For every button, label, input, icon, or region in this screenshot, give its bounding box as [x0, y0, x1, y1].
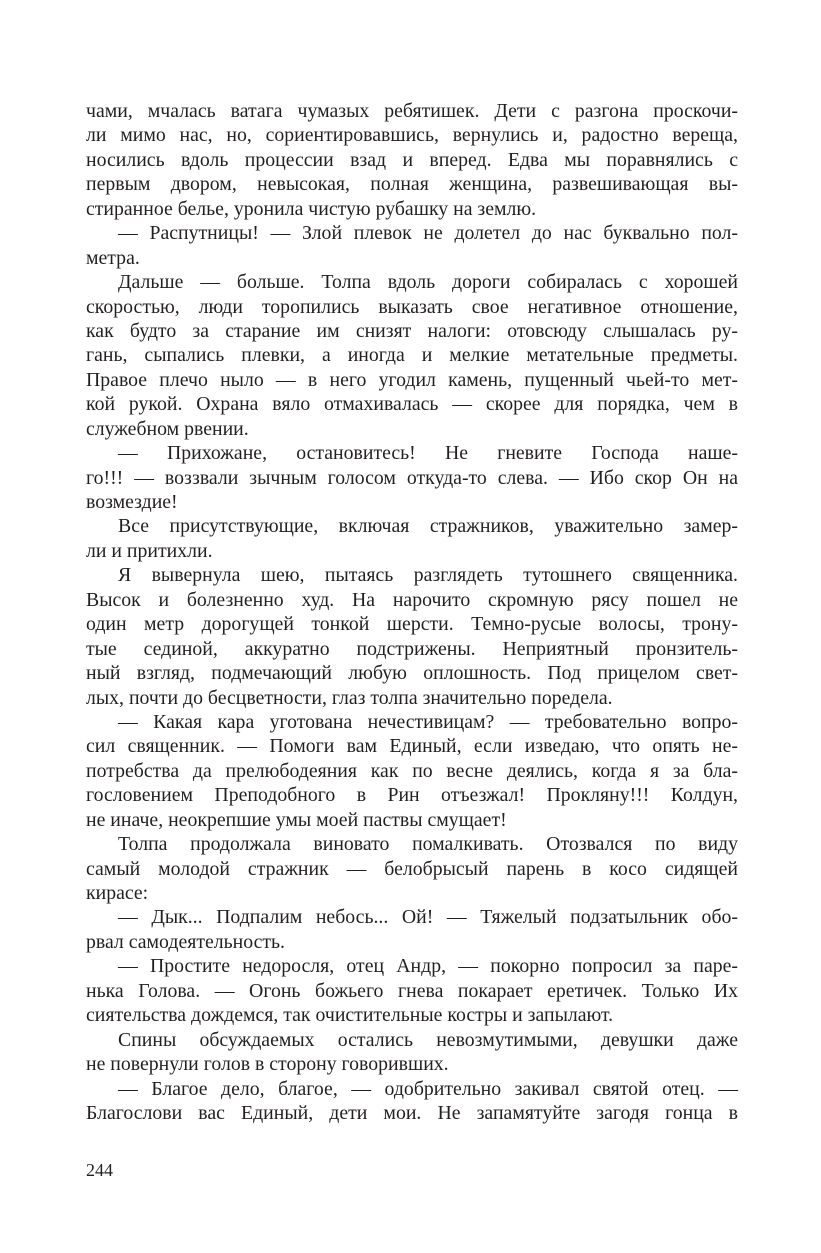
- text-line: Все присутствующие, включая стражников, уважительно замер-: [118, 515, 738, 538]
- page-number: 244: [86, 1160, 113, 1180]
- paragraph: [86, 563, 738, 710]
- text-line: нька Голова. — Огонь божьего гнева покарает еретичек. Только Их: [86, 979, 738, 1002]
- text-line: сиятельства дождемся, так очистительные костры и запылают.: [86, 1004, 614, 1027]
- text-line: ли и притихли.: [86, 539, 213, 562]
- text-line: ный взгляд, подмечающий любую оплошность. Под прицелом свет-: [86, 662, 738, 685]
- paragraph: [86, 1077, 738, 1126]
- text-line: го!!! — воззвали зычным голосом откуда-то слева. — Ибо скор Он на: [86, 466, 738, 489]
- paragraph: [86, 270, 738, 441]
- text-line: не иначе, неокрепшие умы моей паствы смущает!: [86, 808, 507, 831]
- text-line: как будто за старание им снизят налоги: отовсюду слышалась ру-: [86, 319, 738, 342]
- text-line: — Простите недоросля, отец Андр, — покорно попросил за паре-: [118, 955, 738, 978]
- text-line: чами, мчалась ватага чумазых ребятишек. Дети с разгона проскочи-: [86, 100, 738, 122]
- text-line: Благослови вас Единый, дети мои. Не запамятуйте загодя гонца в: [86, 1101, 738, 1124]
- text-line: Высок и болезненно худ. На нарочито скромную рясу пошел не: [86, 588, 738, 611]
- text-line: — Дык... Подпалим небось... Ой! — Тяжелый подзатыльник обо-: [118, 906, 738, 929]
- paragraph: [86, 441, 738, 514]
- paragraph: [86, 99, 738, 221]
- text-line: носились вдоль процессии взад и вперед. Едва мы поравнялись с: [86, 148, 738, 171]
- text-line: метра.: [86, 246, 140, 269]
- text-line: Дальше — больше. Толпа вдоль дороги собиралась с хорошей: [118, 271, 738, 294]
- text-line: — Распутницы! — Злой плевок не долетел до нас буквально пол-: [118, 222, 738, 245]
- text-line: стиранное белье, уронила чистую рубашку на землю.: [86, 197, 537, 220]
- text-line: тые сединой, аккуратно подстрижены. Неприятный пронзитель-: [86, 637, 738, 660]
- paragraph: [86, 905, 738, 954]
- paragraph: [86, 514, 738, 563]
- text-line: первым двором, невысокая, полная женщина, развешивающая вы-: [86, 173, 738, 196]
- text-line: скоростью, люди торопились выказать свое негативное отношение,: [86, 295, 738, 318]
- text-line: — Прихожане, остановитесь! Не гневите Господа наше-: [118, 442, 738, 465]
- text-line: один метр дорогущей тонкой шерсти. Темно-русые волосы, трону-: [86, 613, 738, 636]
- text-line: гословением Преподобного в Рин отъезжал! Прокляну!!! Колдун,: [86, 784, 738, 807]
- text-line: Я вывернула шею, пытаясь разглядеть тутошнего священника.: [118, 564, 738, 587]
- text-line: лых, почти до бесцветности, глаз толпа значительно поредела.: [86, 686, 613, 709]
- text-line: не повернули голов в сторону говоривших.: [86, 1053, 449, 1076]
- text-line: Спины обсуждаемых остались невозмутимыми, девушки даже: [118, 1028, 738, 1051]
- text-line: сил священник. — Помоги вам Единый, если изведаю, что опять не-: [86, 735, 738, 758]
- paragraph: [86, 710, 738, 832]
- text-line: гань, сыпались плевки, а иногда и мелкие метательные предметы.: [86, 344, 738, 367]
- text-line: — Благое дело, благое, — одобрительно закивал святой отец. —: [118, 1077, 738, 1100]
- text-line: кой рукой. Охрана вяло отмахивалась — скорее для порядка, чем в: [86, 393, 738, 416]
- paragraph: [86, 221, 738, 270]
- paragraph: [86, 954, 738, 1027]
- text-line: кирасе:: [86, 882, 149, 904]
- text-line: служебном рвении.: [86, 417, 249, 440]
- text-line: Толпа продолжала виновато помалкивать. Отозвался по виду: [118, 833, 738, 856]
- text-line: самый молодой стражник — белобрысый парень в косо сидящей: [86, 857, 738, 880]
- text-line: рвал самодеятельность.: [86, 930, 286, 953]
- text-line: потребства да прелюбодеяния как по весне деялись, когда я за бла-: [86, 759, 738, 782]
- text-line: возмездие!: [86, 491, 178, 513]
- text-line: Правое плечо ныло — в него угодил камень, пущенный чьей-то мет-: [86, 368, 738, 391]
- paragraph: [86, 832, 738, 905]
- text-line: — Какая кара уготована нечестивицам? — требовательно вопро-: [118, 710, 738, 733]
- paragraph: [86, 1028, 738, 1077]
- text-line: ли мимо нас, но, сориентировавшись, вернулись и, радостно вереща,: [86, 124, 738, 147]
- body-text: [86, 99, 738, 1125]
